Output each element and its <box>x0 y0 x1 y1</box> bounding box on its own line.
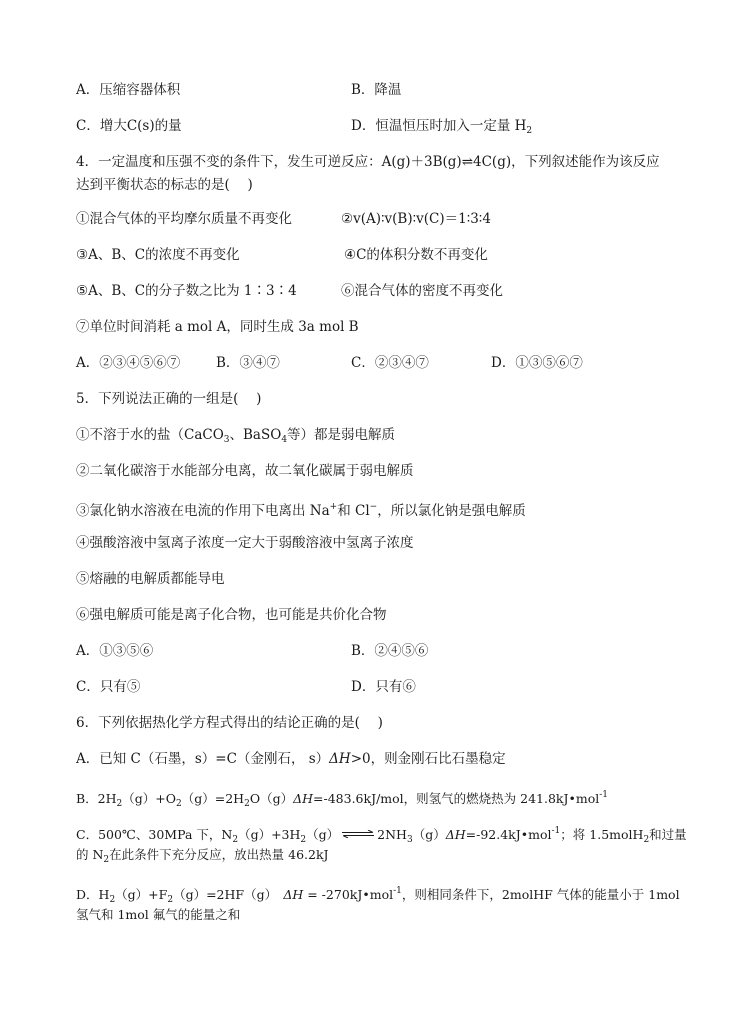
q4-statement-4: ④C的体积分数不再变化 <box>344 247 488 263</box>
q4-statement-6: ⑥混合气体的密度不再变化 <box>341 283 503 299</box>
q4-option-a: A．②③④⑤⑥⑦ <box>76 355 181 371</box>
q6-option-b: B．$2H_2(g)+O_2(g)=2H_2O(g)\Delta H=-483.6kJ$/mol，则氢气的燃烧热为 241.8kJ•mol$^{-1}$ <box>76 790 609 809</box>
q6-option-a: A．已知 C（石墨，s）=C（金刚石， s）ΔH>0，则金刚石比石墨稳定 <box>76 751 506 767</box>
q5-statement-4: ④强酸溶液中氢离子浓度一定大于弱酸溶液中氢离子浓度 <box>76 535 414 551</box>
q4-stem-line1: 4．一定温度和压强不变的条件下，发生可逆反应：A(g)＋3B(g)⇌4C(g)，下列叙述能作为该反应 <box>76 154 660 170</box>
q5-option-d: D．只有⑥ <box>351 679 416 695</box>
q6-option-d-line1: D．$H_2(g)+F_2(g)=2HF(g)$ ΔH = -270kJ•mol$^{-1}$，则相同条件下，2molHF 气体的能量小于 1mol <box>76 886 680 905</box>
q4-option-b: B．③④⑦ <box>216 355 280 371</box>
q3-option-c: C．增大C(s)的量 <box>76 118 182 134</box>
q5-statement-5: ⑤熔融的电解质都能导电 <box>76 571 225 587</box>
q5-stem: 5．下列说法正确的一组是( ) <box>76 391 262 407</box>
q3-option-a: A．压缩容器体积 <box>76 82 181 98</box>
q4-statement-1: ①混合气体的平均摩尔质量不再变化 <box>76 211 292 227</box>
q5-option-a: A．①③⑤⑥ <box>76 643 154 659</box>
q5-statement-1: ①不溶于水的盐（CaCO$_3$、BaSO$_4$等）都是弱电解质 <box>76 427 396 445</box>
q5-statement-2: ②二氧化碳溶于水能部分电离，故二氧化碳属于弱电解质 <box>76 463 414 479</box>
q4-statement-2: ②v(A)∶v(B)∶v(C)＝1∶3∶4 <box>341 211 491 227</box>
q5-statement-6: ⑥强电解质可能是离子化合物，也可能是共价化合物 <box>76 607 387 623</box>
q6-option-c-line1: C．500℃、30MPa 下，$N_2(g)+3H_2(g)$ $2NH_3(g)\Delta H=-92.4kJ•mol^{-1}$；将 1.5molH$_2$和过量 <box>76 826 687 845</box>
q3-option-b: B．降温 <box>351 82 402 98</box>
q5-option-b: B．②④⑤⑥ <box>351 643 429 659</box>
q3-option-d: D．恒温恒压时加入一定量 $H_2$ <box>351 118 533 136</box>
q5-statement-3: ③氯化钠水溶液在电流的作用下电离出 Na+和 Cl−，所以氯化钠是强电解质 <box>76 502 526 519</box>
q4-stem-line2: 达到平衡状态的标志的是( ) <box>76 177 253 193</box>
q4-statement-3: ③A、B、C的浓度不再变化 <box>76 247 240 263</box>
q4-option-c: C．②③④⑦ <box>351 355 429 371</box>
q6-stem: 6．下列依据热化学方程式得出的结论正确的是( ) <box>76 715 383 731</box>
equilibrium-arrow-icon <box>341 830 375 838</box>
q4-option-d: D．①③⑤⑥⑦ <box>491 355 583 371</box>
q6-option-c-line2: 的 $N_2$在此条件下充分反应，放出热量 46.2kJ <box>76 847 329 865</box>
q5-option-c: C．只有⑤ <box>76 679 141 695</box>
q4-statement-5: ⑤A、B、C的分子数之比为 1∶3∶4 <box>76 283 297 299</box>
q4-statement-7: ⑦单位时间消耗 a mol A，同时生成 3a mol B <box>76 319 359 335</box>
q6-option-d-line2: 氢气和 1mol 氟气的能量之和 <box>76 907 241 922</box>
